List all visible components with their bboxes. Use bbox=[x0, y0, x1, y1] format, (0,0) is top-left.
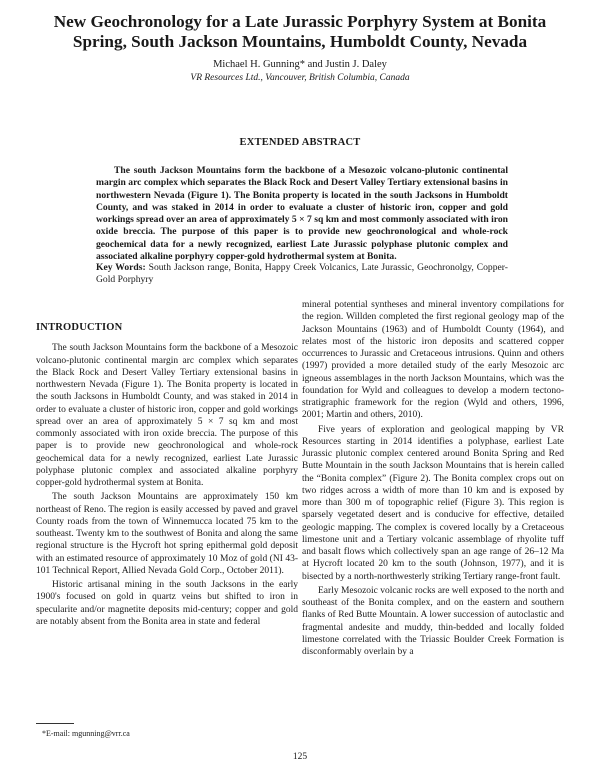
abstract-text: The south Jackson Mountains form the backbone of a Mesozoic volcano-plutonic continental margin arc complex which separates the Black Rock and Desert Valley Tertiary extensional basins in northwestern Nevada (Figure 1). The Bonita property is located in the south Jacksons in Humboldt County, and was staked in 2014 in order to evaluate a cluster of historic iron, copper and gold workings spread over an area of approximately 5 × 7 sq km and most commonly associated with iron oxide breccia. The purpose of this paper is to provide new geochronological and whole-rock geochemical data for a newly recognized, earliest Late Jurassic polyphase plutonic complex and associated alkaline porphyry copper-gold hydrothermal system at Bonita. bbox=[96, 165, 508, 263]
left-column bbox=[36, 322, 298, 630]
right-column bbox=[302, 299, 564, 660]
body-paragraph: The south Jackson Mountains form the backbone of a Mesozoic volcano-plutonic continental margin arc complex which separates the Black Rock and Desert Valley Tertiary extensional basins in northwestern Nevada (Figure 1). The Bonita property is located in the south Jacksons in Humboldt County, and was staked in 2014 in order to evaluate a cluster of historic iron, copper and gold workings spread over an area of approximately 5 × 7 sq km and most commonly associated with iron oxide breccia. The purpose of this paper is to provide new geochronological and whole-rock geochemical data for a newly recognized, earliest Late Jurassic polyphase plutonic complex and associated alkaline porphyry copper-gold hydrothermal system at Bonita. bbox=[36, 343, 298, 488]
author-affiliation: VR Resources Ltd., Vancouver, British Columbia, Canada bbox=[190, 73, 410, 83]
body-paragraph: Five years of exploration and geological mapping by VR Resources starting in 2014 identifies a polyphase, earliest Late Jurassic plutonic complex centered around Bonita Spring and Red Butte Mountain in the south Jackson Mountains that is herein called the “Bonita complex” (Figure 2). The Bonita complex crops out on two ridges across a width of more than 10 km and is exposed by more than 300 m of topographic relief (Figure 3). This region is sparsely vegetated desert and is conducive for effective, detailed geologic mapping. The complex is covered locally by a Cretaceous limestone unit and a Tertiary volcanic assemblage of rhyolite tuff and basalt flows which collectively span an age range of 26–12 Ma at Hycroft located 20 km to the south (Johnson, 1977), and it is bisected by a north-northwesterly striking Tertiary range-front fault. bbox=[302, 424, 564, 582]
footnote-email: *E-mail: mgunning@vrr.ca bbox=[42, 729, 130, 738]
introduction-heading: INTRODUCTION bbox=[36, 322, 123, 333]
author-list: Michael H. Gunning* and Justin J. Daley bbox=[213, 59, 387, 70]
body-paragraph: Historic artisanal mining in the south Jacksons in the early 1900's focused on gold in quartz veins but shifted to iron in specularite and/or magnetite deposits mid-century; copper and gold are notably absent from the Bonita area in state and federal bbox=[36, 580, 298, 627]
footnote-divider bbox=[36, 723, 74, 724]
keywords bbox=[96, 262, 508, 287]
body-paragraph: mineral potential syntheses and mineral inventory compilations for the region. Willden completed the first regional geology map of the Jackson Mountains (1963) and of Humboldt County (1964), and relates most of the historic iron deposits and scattered copper occurrences to Jurassic and Cretaceous intrusions. Quinn and others (1997) provided a more detailed study of the early Mesozoic arc igneous assemblages in the north Jackson Mountains, which was the foundation for Wyld and colleagues to develop a modern tectono-stratigraphic framework for the region (Wyld and others, 1996, 2001; Martin and others, 2010). bbox=[302, 300, 564, 421]
keywords-label: Key Words: bbox=[96, 262, 146, 273]
paper-title: New Geochronology for a Late Jurassic Porphyry System at Bonita Spring, South Jackson Mountains, Humboldt County, Nevada bbox=[53, 12, 547, 51]
body-paragraph: The south Jackson Mountains are approximately 150 km northeast of Reno. The region is easily accessed by paved and gravel County roads from the town of Winnemucca located 75 km to the southeast. Twenty km to the southwest of Bonita and along the same regional structure is the Hycroft hot spring epithermal gold deposit with an estimated resource of approximately 10 Moz of gold (NI 43-101 Technical Report, Allied Nevada Gold Corp., October 2011). bbox=[36, 492, 298, 576]
abstract-heading: EXTENDED ABSTRACT bbox=[239, 137, 361, 148]
page-number: 125 bbox=[292, 752, 308, 762]
keywords-text: South Jackson range, Bonita, Happy Creek Volcanics, Late Jurassic, Geochronolgy, Copper-Gold Porphyry bbox=[96, 262, 508, 286]
body-paragraph: Early Mesozoic volcanic rocks are well exposed to the north and southeast of the Bonita complex, and on the eastern and southern flanks of Red Butte Mountain. A lower succession of autoclastic and fragmental andesite and muddy, thin-bedded and locally folded limestone correlated with the Triassic Boulder Creek Formation is disconformably overlain by a bbox=[302, 585, 564, 657]
